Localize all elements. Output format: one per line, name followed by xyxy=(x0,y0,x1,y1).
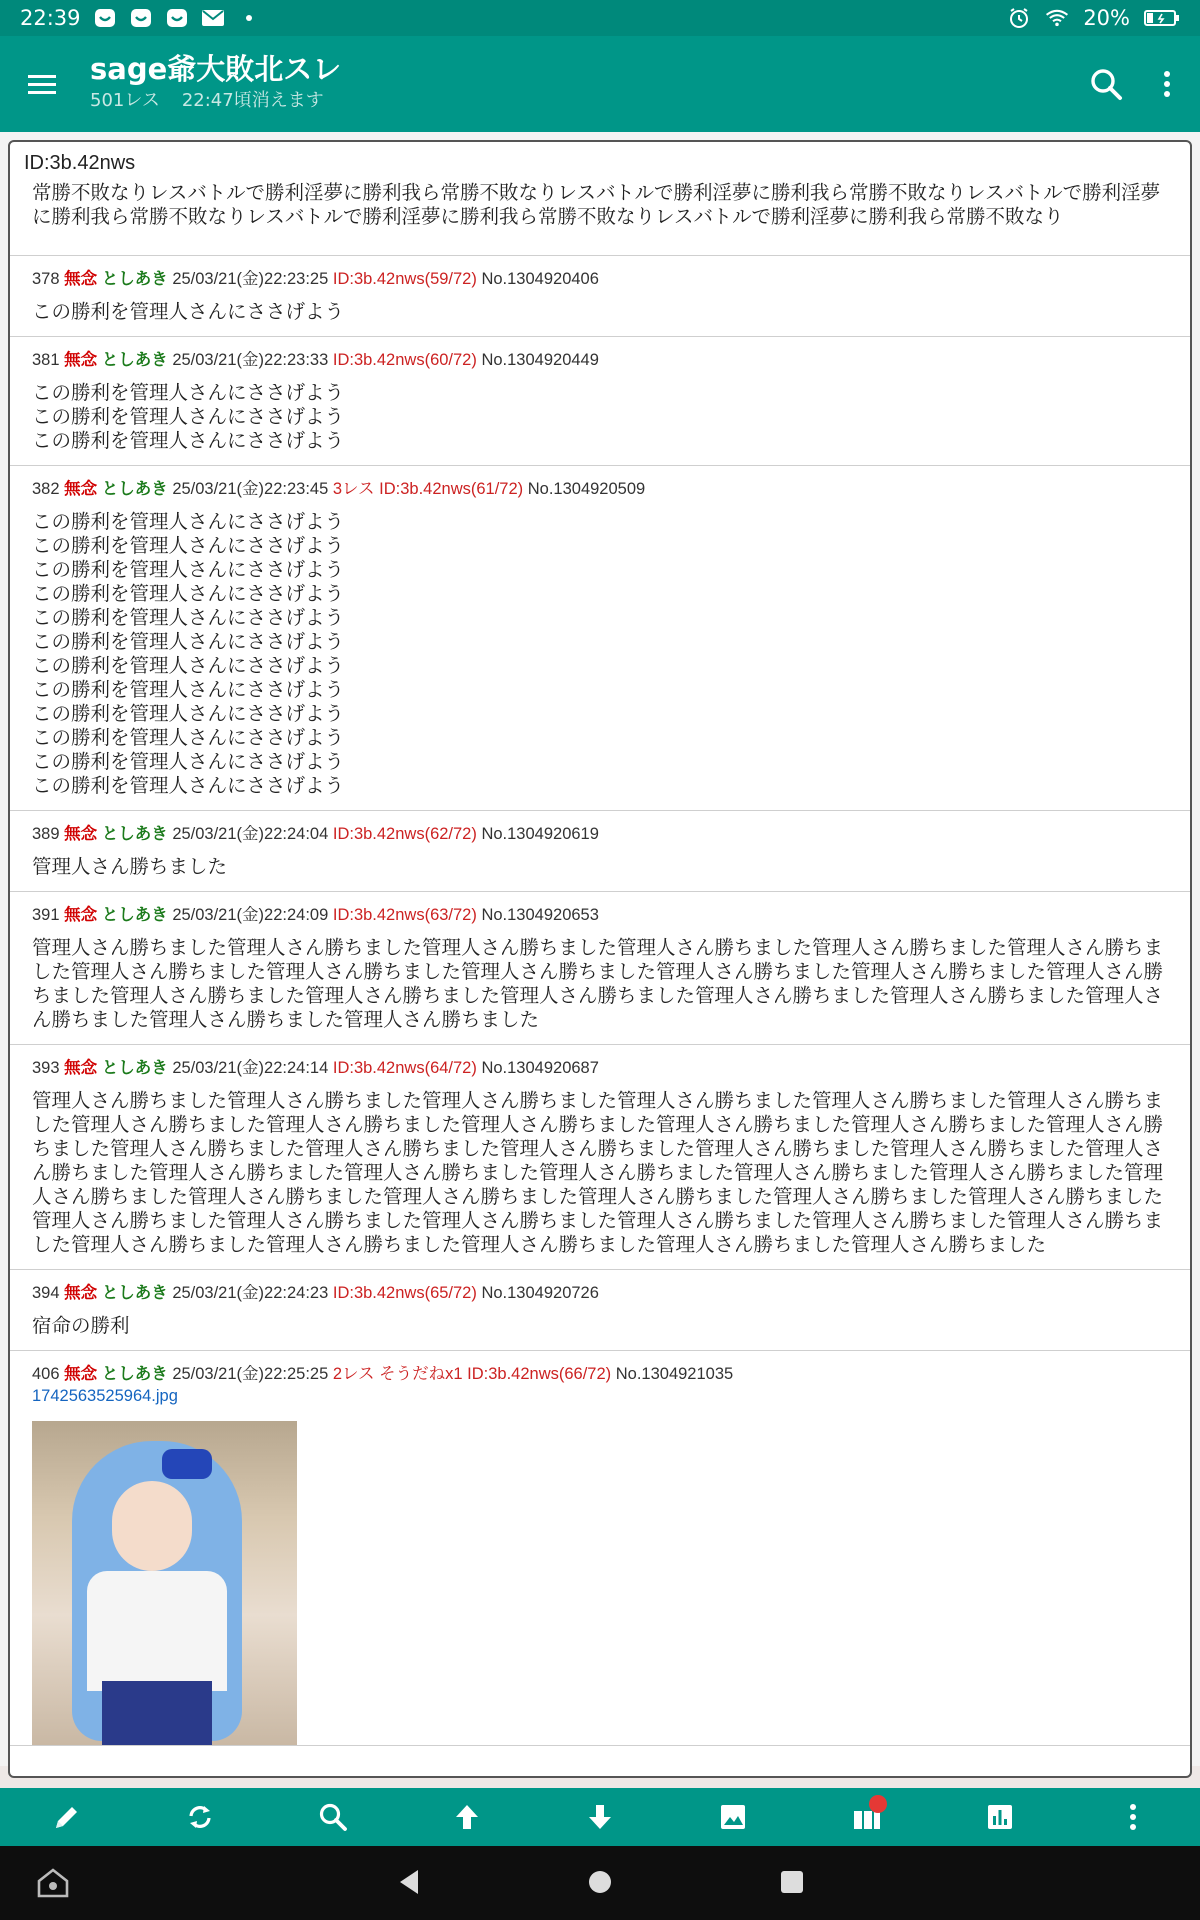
post-subject: 無念 xyxy=(64,351,98,369)
post-res-no[interactable]: No.1304920726 xyxy=(481,1284,599,1302)
post-name: としあき xyxy=(101,1365,168,1383)
post-394 xyxy=(10,1270,1190,1351)
thumb-shorts xyxy=(102,1681,212,1745)
post-name: としあき xyxy=(101,1284,168,1302)
post-res-no[interactable]: No.1304920653 xyxy=(481,906,599,924)
post-number[interactable]: 378 xyxy=(32,270,60,288)
refresh-button[interactable] xyxy=(176,1793,224,1841)
image-icon xyxy=(718,1802,748,1832)
post-id[interactable]: ID:3b.42nws(63/72) xyxy=(332,906,477,924)
post-header xyxy=(32,1270,1168,1304)
post-body: 管理人さん勝ちました xyxy=(32,856,228,878)
search-button[interactable] xyxy=(1084,62,1128,106)
bottom-toolbar xyxy=(0,1788,1200,1846)
post-date: 25/03/21(金)22:23:25 xyxy=(172,270,329,288)
post-date: 25/03/21(金)22:24:04 xyxy=(172,825,329,843)
post-date: 25/03/21(金)22:24:23 xyxy=(172,1284,329,1302)
post-body: この勝利を管理人さんにささげよう この勝利を管理人さんにささげよう この勝利を管理人さんにささげよう この勝利を管理人さんにささげよう この勝利を管理人さんにささげよう この勝利を管理人さんにささげよう この勝利を管理人さんにささげよう この勝利を管理人さんにささげよう この勝利を管理人さんにささげよう この勝利を管理人さんにささげよう この勝利を管理人さんにささげよう この勝利を管理人さんにささげよう xyxy=(32,511,345,797)
dot-icon xyxy=(237,7,261,29)
title-block xyxy=(90,50,346,114)
post-406 xyxy=(10,1351,1190,1746)
post-list xyxy=(10,256,1190,1746)
post-381 xyxy=(10,337,1190,466)
id-popup[interactable] xyxy=(8,140,1192,1778)
clock: 22:39 xyxy=(20,6,81,30)
post-res-no[interactable]: No.1304920687 xyxy=(481,1059,599,1077)
post-subject: 無念 xyxy=(64,1059,98,1077)
post-number[interactable]: 394 xyxy=(32,1284,60,1302)
home-button[interactable] xyxy=(588,1870,612,1898)
back-button[interactable] xyxy=(396,1868,422,1900)
search-button-bottom[interactable] xyxy=(309,1793,357,1841)
post-name: としあき xyxy=(101,906,168,924)
battery-icon xyxy=(1144,7,1180,29)
post-subject: 無念 xyxy=(64,906,98,924)
search-icon xyxy=(318,1802,348,1832)
post-id[interactable]: ID:3b.42nws(65/72) xyxy=(332,1284,477,1302)
post-subject: 無念 xyxy=(64,480,98,498)
system-nav-bar xyxy=(0,1846,1200,1920)
arrow-down-icon xyxy=(585,1802,615,1832)
post-body: 常勝不敗なりレスバトルで勝利淫夢に勝利我ら常勝不敗なりレスバトルで勝利淫夢に勝利我ら常勝不敗なりレスバトルで勝利淫夢に勝利我ら常勝不敗なりレスバトルで勝利淫夢に勝利我ら常勝不敗なりレスバトルで勝利淫夢に勝利我ら常勝不敗なり xyxy=(32,182,1161,228)
post-name: としあき xyxy=(101,1059,168,1077)
post-subject: 無念 xyxy=(64,270,98,288)
post-body: 宿命の勝利 xyxy=(32,1315,130,1337)
refresh-icon xyxy=(185,1802,215,1832)
post-name: としあき xyxy=(101,351,168,369)
post-extra[interactable]: 3レス xyxy=(332,480,375,498)
home-app-icon xyxy=(36,1866,70,1900)
app-icon xyxy=(93,7,117,29)
post-subject: 無念 xyxy=(64,825,98,843)
post-header xyxy=(32,337,1168,371)
wifi-icon xyxy=(1045,7,1069,29)
post-header xyxy=(32,466,1168,500)
more-vert-icon xyxy=(1129,1803,1137,1831)
post-body: この勝利を管理人さんにささげよう この勝利を管理人さんにささげよう この勝利を管理人さんにささげよう xyxy=(32,382,345,452)
notification-badge xyxy=(869,1795,887,1813)
post-subject: 無念 xyxy=(64,1365,98,1383)
post-id[interactable]: ID:3b.42nws(59/72) xyxy=(332,270,477,288)
post-name: としあき xyxy=(101,480,168,498)
thread-title: sage爺大敗北スレ xyxy=(90,52,342,86)
post-393 xyxy=(10,1045,1190,1270)
more-vert-icon xyxy=(1163,70,1171,98)
post-number[interactable]: 382 xyxy=(32,480,60,498)
post-id[interactable]: ID:3b.42nws(64/72) xyxy=(332,1059,477,1077)
post-body: この勝利を管理人さんにささげよう xyxy=(32,301,345,323)
post-date: 25/03/21(金)22:24:14 xyxy=(172,1059,329,1077)
post-subject: 無念 xyxy=(64,1284,98,1302)
home-icon xyxy=(588,1870,612,1894)
thumb-ribbon xyxy=(162,1449,212,1479)
battery-percent: 20% xyxy=(1083,6,1130,30)
post-res-no[interactable]: No.1304920449 xyxy=(481,351,599,369)
res-count: 501レス xyxy=(90,90,160,111)
menu-icon xyxy=(26,72,58,96)
post-number[interactable]: 389 xyxy=(32,825,60,843)
thread-subtitle xyxy=(90,88,346,114)
thumb-face xyxy=(112,1481,192,1571)
post-body: 管理人さん勝ちました管理人さん勝ちました管理人さん勝ちました管理人さん勝ちました管理人さん勝ちました管理人さん勝ちました管理人さん勝ちました管理人さん勝ちました管理人さん勝ちました管理人さん勝ちました管理人さん勝ちました管理人さん勝ちました管理人さん勝ちました管理人さん勝ちました管理人さん勝ちました管理人さん勝ちました管理人さん勝ちました管理人さん勝ちました管理人さん勝ちました管理人さん勝ちました xyxy=(32,937,1164,1031)
back-icon xyxy=(396,1868,422,1896)
app-icon xyxy=(129,7,153,29)
post-id[interactable]: ID:3b.42nws(62/72) xyxy=(332,825,477,843)
reply-button[interactable] xyxy=(43,1793,91,1841)
post-date: 25/03/21(金)22:24:09 xyxy=(172,906,329,924)
scroll-top-button[interactable] xyxy=(443,1793,491,1841)
post-header xyxy=(32,1351,1168,1385)
post-header xyxy=(32,1045,1168,1079)
post-date: 25/03/21(金)22:23:45 xyxy=(172,480,329,498)
thumb-shirt xyxy=(87,1571,227,1691)
post-res-no[interactable]: No.1304920509 xyxy=(527,480,646,498)
home-app-button[interactable] xyxy=(36,1866,70,1904)
popup-id-header: ID:3b.42nws xyxy=(24,152,136,174)
post-name: としあき xyxy=(101,270,168,288)
post-res-no[interactable]: No.1304920619 xyxy=(481,825,599,843)
arrow-up-icon xyxy=(452,1802,482,1832)
post-extra[interactable]: 2レス そうだねx1 xyxy=(332,1365,463,1383)
app-icon xyxy=(165,7,189,29)
stats-button[interactable] xyxy=(976,1793,1024,1841)
mail-icon xyxy=(201,7,225,29)
image-list-button[interactable] xyxy=(709,1793,757,1841)
post-body: 管理人さん勝ちました管理人さん勝ちました管理人さん勝ちました管理人さん勝ちました管理人さん勝ちました管理人さん勝ちました管理人さん勝ちました管理人さん勝ちました管理人さん勝ちました管理人さん勝ちました管理人さん勝ちました管理人さん勝ちました管理人さん勝ちました管理人さん勝ちました管理人さん勝ちました管理人さん勝ちました管理人さん勝ちました管理人さん勝ちました管理人さん勝ちました管理人さん勝ちました管理人さん勝ちました管理人さん勝ちました管理人さん勝ちました管理人さん勝ちました管理人さん勝ちました管理人さん勝ちました管理人さん勝ちました管理人さん勝ちました管理人さん勝ちました管理人さん勝ちました管理人さん勝ちました管理人さん勝ちました管理人さん勝ちました管理人さん勝ちました管理人さん勝ちました管理人さん勝ちました管理人さん勝ちました管理人さん勝ちました管理人さん勝ちました管理人さん勝ちました xyxy=(32,1090,1164,1256)
expire-time: 22:47頃消えます xyxy=(181,90,324,111)
image-file-link[interactable]: 1742563525964.jpg xyxy=(32,1387,178,1405)
post-res-no[interactable]: No.1304921035 xyxy=(615,1365,734,1383)
scroll-bottom-button[interactable] xyxy=(576,1793,624,1841)
post-378 xyxy=(10,256,1190,337)
app-bar xyxy=(0,36,1200,132)
post-continued xyxy=(10,179,1190,256)
search-icon xyxy=(1089,67,1123,101)
post-382 xyxy=(10,466,1190,811)
post-number[interactable]: 381 xyxy=(32,351,60,369)
post-number[interactable]: 406 xyxy=(32,1365,60,1383)
post-header xyxy=(32,811,1168,845)
post-header xyxy=(32,892,1168,926)
recent-apps-icon xyxy=(780,1870,804,1894)
post-header xyxy=(32,256,1168,290)
post-number[interactable]: 393 xyxy=(32,1059,60,1077)
post-date: 25/03/21(金)22:25:25 xyxy=(172,1365,329,1383)
post-res-no[interactable]: No.1304920406 xyxy=(481,270,599,288)
status-bar xyxy=(0,0,1200,36)
menu-button[interactable] xyxy=(20,64,64,104)
alarm-icon xyxy=(1007,7,1031,29)
post-389 xyxy=(10,811,1190,892)
overflow-menu-button[interactable] xyxy=(1152,62,1182,106)
recent-apps-button[interactable] xyxy=(780,1870,804,1898)
post-date: 25/03/21(金)22:23:33 xyxy=(172,351,329,369)
post-391 xyxy=(10,892,1190,1045)
post-id[interactable]: ID:3b.42nws(66/72) xyxy=(467,1365,612,1383)
chart-icon xyxy=(985,1802,1015,1832)
post-id[interactable]: ID:3b.42nws(61/72) xyxy=(379,480,524,498)
post-name: としあき xyxy=(101,825,168,843)
post-number[interactable]: 391 xyxy=(32,906,60,924)
image-thumbnail[interactable] xyxy=(32,1421,297,1745)
catalog-button[interactable] xyxy=(843,1793,891,1841)
pencil-icon xyxy=(52,1802,82,1832)
toolbar-more-button[interactable] xyxy=(1109,1793,1157,1841)
post-id[interactable]: ID:3b.42nws(60/72) xyxy=(332,351,477,369)
